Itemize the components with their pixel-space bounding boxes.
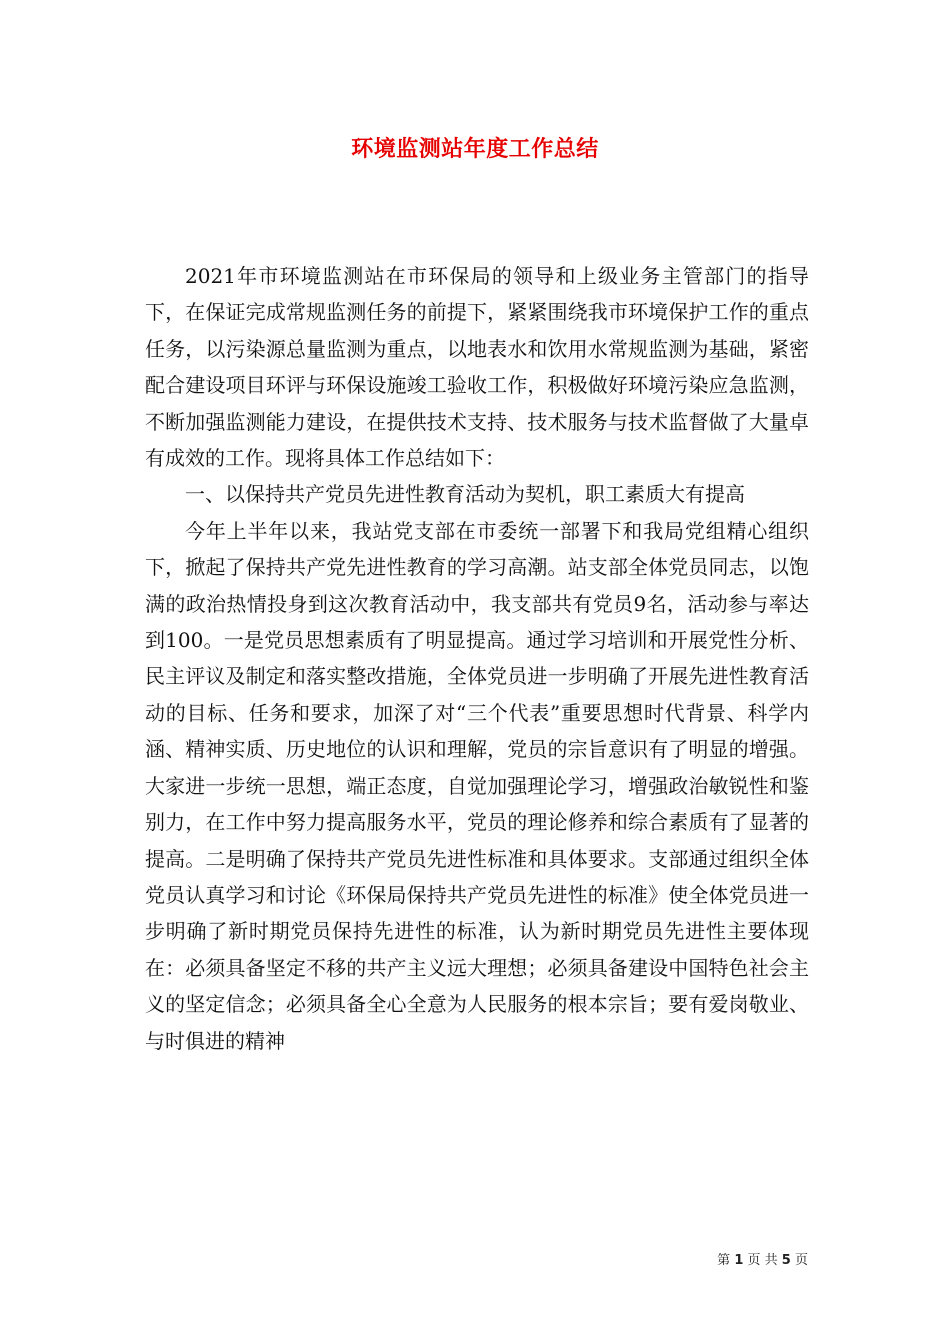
footer-suffix: 页 [794,1253,808,1268]
page-footer [717,1249,808,1268]
document-body [145,258,809,1059]
paragraph-intro: 2021年市环境监测站在市环保局的领导和上级业务主管部门的指导下，在保证完成常规监测任务的前提下，紧紧围绕我市环境保护工作的重点任务，以污染源总量监测为重点，以地表水和饮用水常规监测为基础，紧密配合建设项目环评与环保设施竣工验收工作，积极做好环境污染应急监测，不断加强监测能力建设，在提供技术支持、技术服务与技术监督做了大量卓有成效的工作。现将具体工作总结如下： [145,264,809,471]
footer-total-pages: 5 [781,1253,791,1268]
footer-prefix: 第 [717,1253,731,1268]
paragraph-section-1: 今年上半年以来，我站党支部在市委统一部署下和我局党组精心组织下，掀起了保持共产党先进性教育的学习高潮。站支部全体党员同志，以饱满的政治热情投身到这次教育活动中，我支部共有党员9名，活动参与率达到100。一是党员思想素质有了明显提高。通过学习培训和开展党性分析、民主评议及制定和落实整改措施，全体党员进一步明确了开展先进性教育活动的目标、任务和要求，加深了对“三个代表”重要思想时代背景、科学内涵、精神实质、历史地位的认识和理解，党员的宗旨意识有了明显的增强。大家进一步统一思想，端正态度，自觉加强理论学习，增强政治敏锐性和鉴别力，在工作中努力提高服务水平，党员的理论修养和综合素质有了显著的提高。二是明确了保持共产党员先进性标准和具体要求。支部通过组织全体党员认真学习和讨论《环保局保持共产党员先进性的标准》使全体党员进一步明确了新时期党员保持先进性的标准，认为新时期党员先进性主要体现在：必须具备坚定不移的共产主义远大理想；必须具备建设中国特色社会主义的坚定信念；必须具备全心全意为人民服务的根本宗旨；要有爱岗敬业、与时俱进的精神 [145,518,809,1053]
footer-middle: 页 共 [747,1253,778,1268]
document-title: 环境监测站年度工作总结 [351,136,599,162]
section-heading-1: 一、以保持共产党员先进性教育活动为契机，职工素质大有提高 [185,482,745,507]
footer-page-number: 1 [734,1253,744,1268]
